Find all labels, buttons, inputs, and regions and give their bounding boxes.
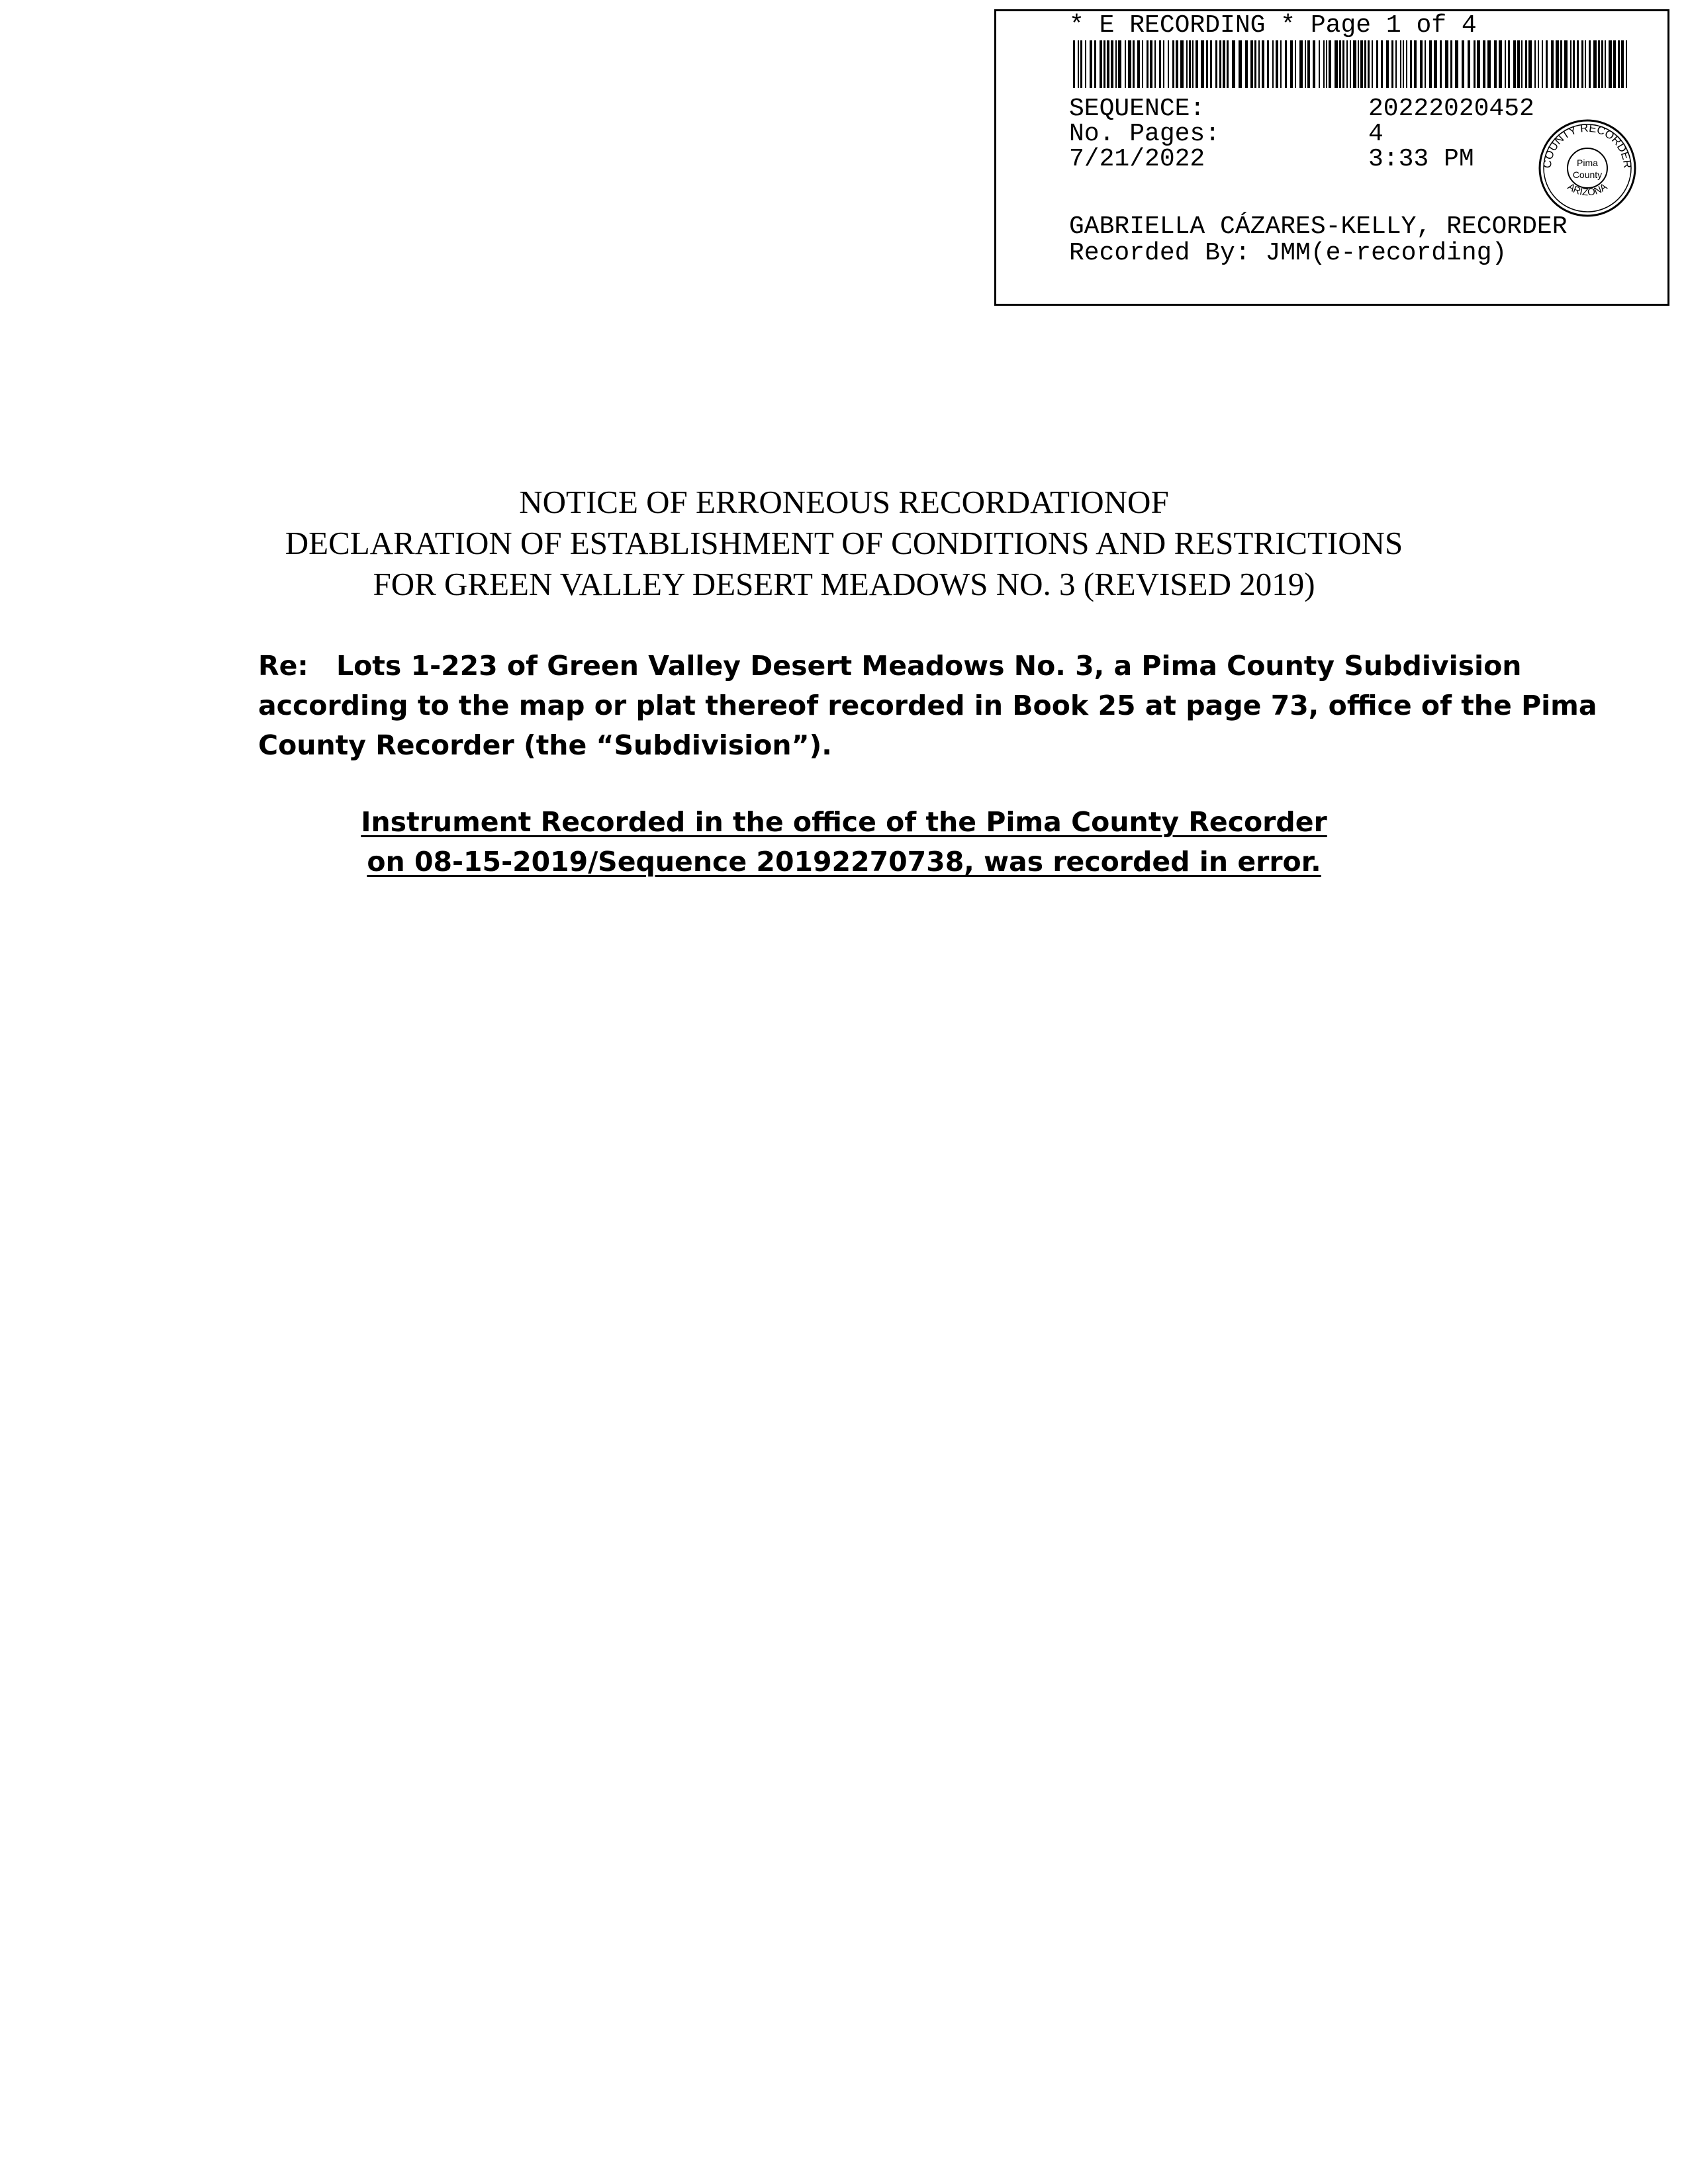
error-notice [0, 802, 1688, 882]
title-line-2: DECLARATION OF ESTABLISHMENT OF CONDITIONS AND RESTRICTIONS [285, 525, 1403, 561]
seal-top-text: COUNTY RECORDER [1540, 121, 1634, 169]
sequence-value: 20222020452 [1368, 95, 1534, 123]
notice-line-1: Instrument Recorded in the office of the Pima County Recorder [361, 806, 1327, 838]
barcode-image [1073, 40, 1632, 88]
recorder-name: GABRIELLA CÁZARES-KELLY, RECORDER [1069, 212, 1568, 241]
svg-text:ARIZONA [1566, 181, 1609, 199]
sequence-label: SEQUENCE: [1069, 95, 1205, 123]
seal-inner-text-1: Pima [1577, 158, 1598, 168]
notice-line-2: on 08-15-2019/Sequence 20192270738, was recorded in error. [367, 846, 1321, 878]
title-line-3: FOR GREEN VALLEY DESERT MEADOWS NO. 3 (REVISED 2019) [373, 566, 1315, 602]
title-line-1: NOTICE OF ERRONEOUS RECORDATIONOF [519, 484, 1169, 520]
seal-inner-text-2: County [1572, 169, 1603, 180]
re-paragraph [258, 646, 1597, 765]
recording-stamp [994, 9, 1669, 306]
recorded-by: Recorded By: JMM(e-recording) [1069, 239, 1507, 267]
document-title [0, 482, 1688, 605]
recording-date: 7/21/2022 [1069, 145, 1205, 173]
county-recorder-seal [1538, 118, 1637, 218]
recording-time: 3:33 PM [1368, 145, 1474, 173]
pages-label: No. Pages: [1069, 120, 1221, 148]
re-label: Re: [258, 650, 308, 682]
stamp-header: * E RECORDING * Page 1 of 4 [1069, 11, 1477, 40]
re-line-3: County Recorder (the “Subdivision”). [258, 729, 832, 761]
seal-bottom-text: ARIZONA [1565, 181, 1610, 199]
re-line-2: according to the map or plat thereof recorded in Book 25 at page 73, office of the Pima [258, 690, 1597, 721]
pages-value: 4 [1368, 120, 1383, 148]
re-line-1: Lots 1-223 of Green Valley Desert Meadows No. 3, a Pima County Subdivision [336, 650, 1522, 682]
